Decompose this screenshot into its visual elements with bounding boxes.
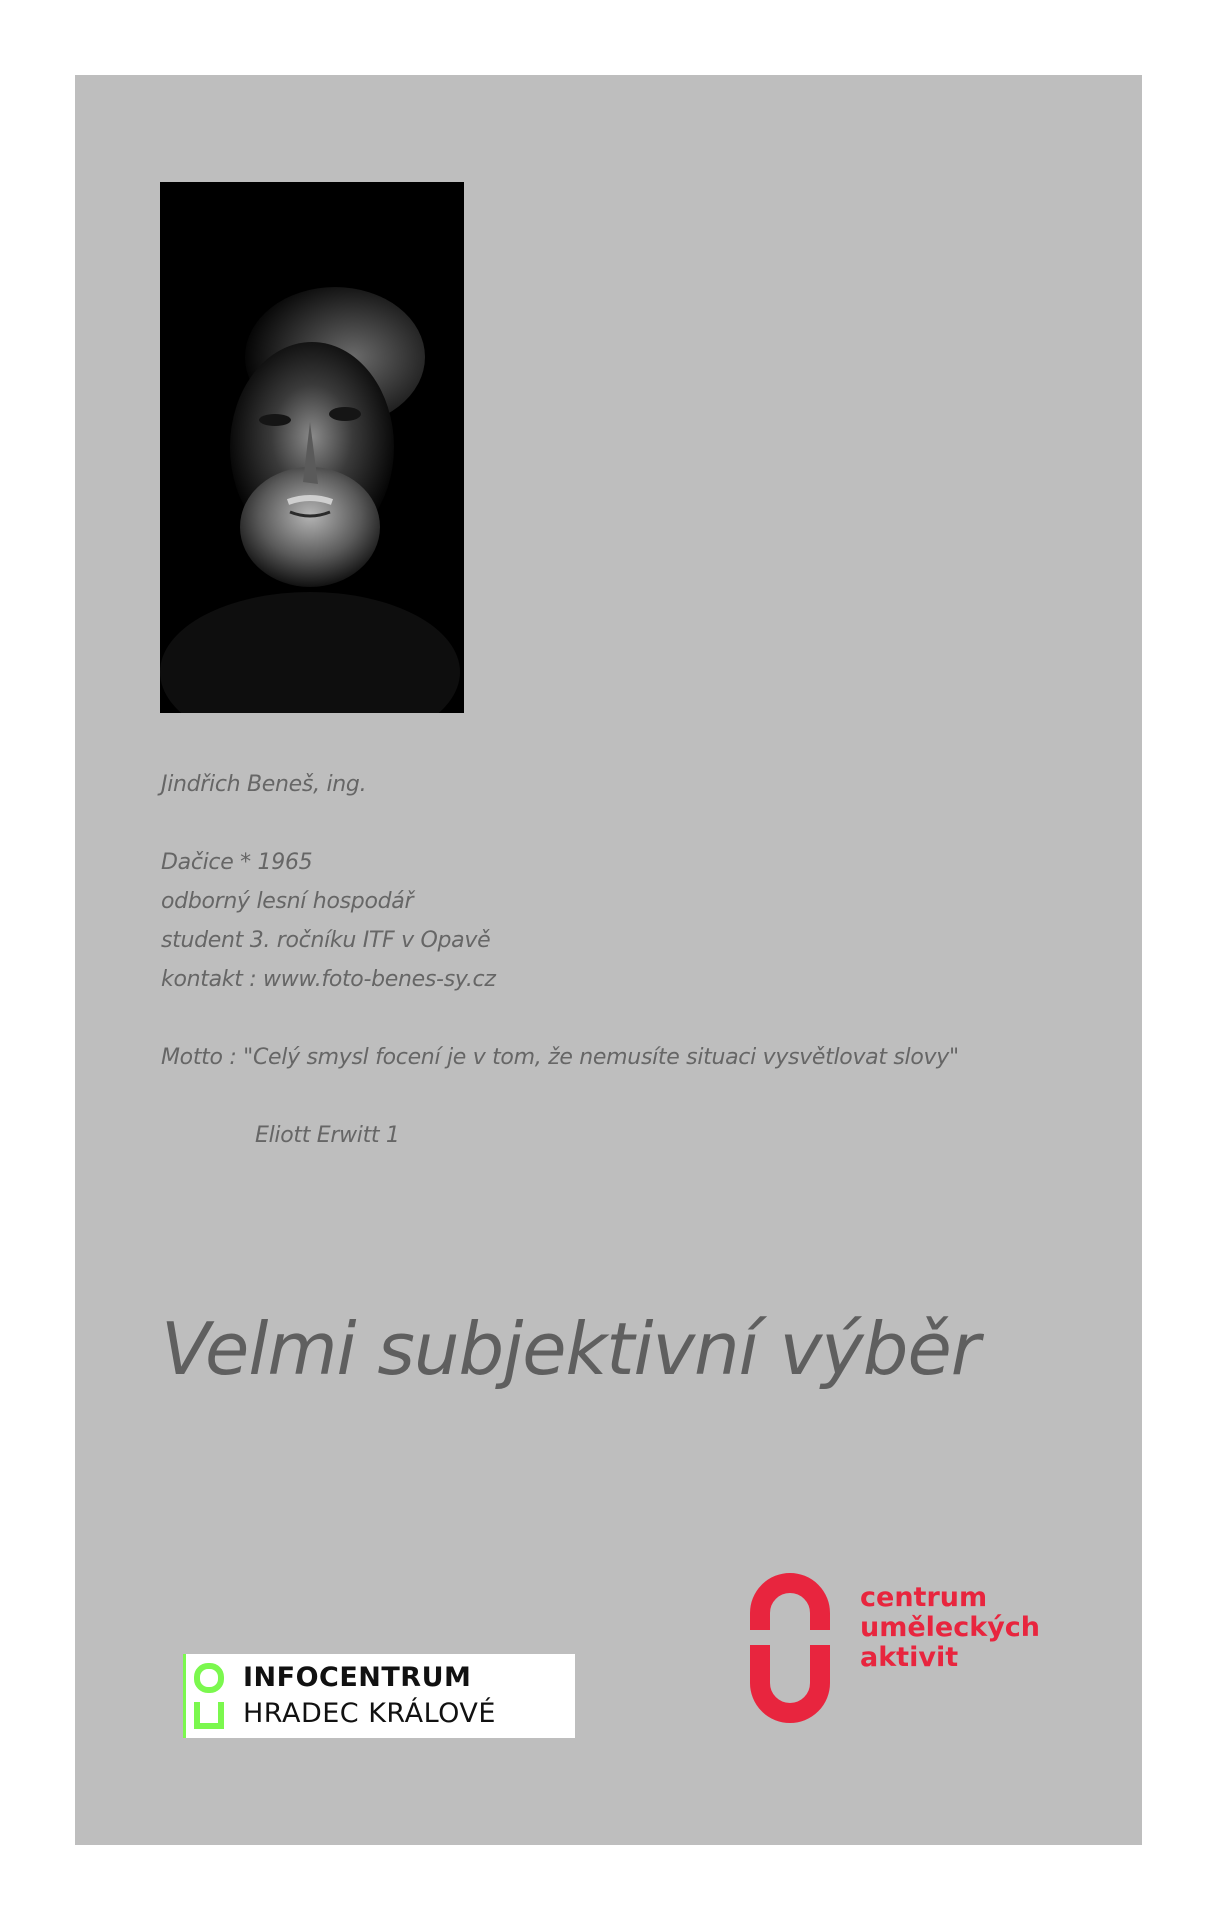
bio-motto: Motto : "Celý smysl focení je v tom, že nemusíte situaci vysvětlovat slovy" xyxy=(161,1045,959,1070)
bio-study: student 3. ročníku ITF v Opavě xyxy=(161,928,491,953)
infocentrum-line2: HRADEC KRÁLOVÉ xyxy=(243,1698,496,1729)
exhibition-title: Velmi subjektivní výběr xyxy=(161,1307,980,1391)
bio-birth: Dačice * 1965 xyxy=(161,850,313,875)
poster-panel xyxy=(75,75,1142,1845)
bio-profession: odborný lesní hospodář xyxy=(161,889,414,914)
bio-contact: kontakt : www.foto-benes-sy.cz xyxy=(161,967,496,992)
bio-block xyxy=(161,765,1121,1155)
infocentrum-mark-icon xyxy=(183,1654,233,1738)
portrait-photo xyxy=(160,182,464,713)
cua-logo xyxy=(735,1565,1055,1735)
infocentrum-line1: INFOCENTRUM xyxy=(243,1662,472,1693)
cua-line3: aktivit xyxy=(860,1642,959,1673)
infocentrum-logo xyxy=(183,1654,575,1738)
cua-line2: uměleckých xyxy=(860,1612,1041,1643)
bio-name: Jindřich Beneš, ing. xyxy=(161,772,367,797)
bio-motto-author: Eliott Erwitt 1 xyxy=(255,1123,400,1148)
cua-line1: centrum xyxy=(860,1582,988,1613)
cua-mark-icon xyxy=(735,1565,845,1735)
